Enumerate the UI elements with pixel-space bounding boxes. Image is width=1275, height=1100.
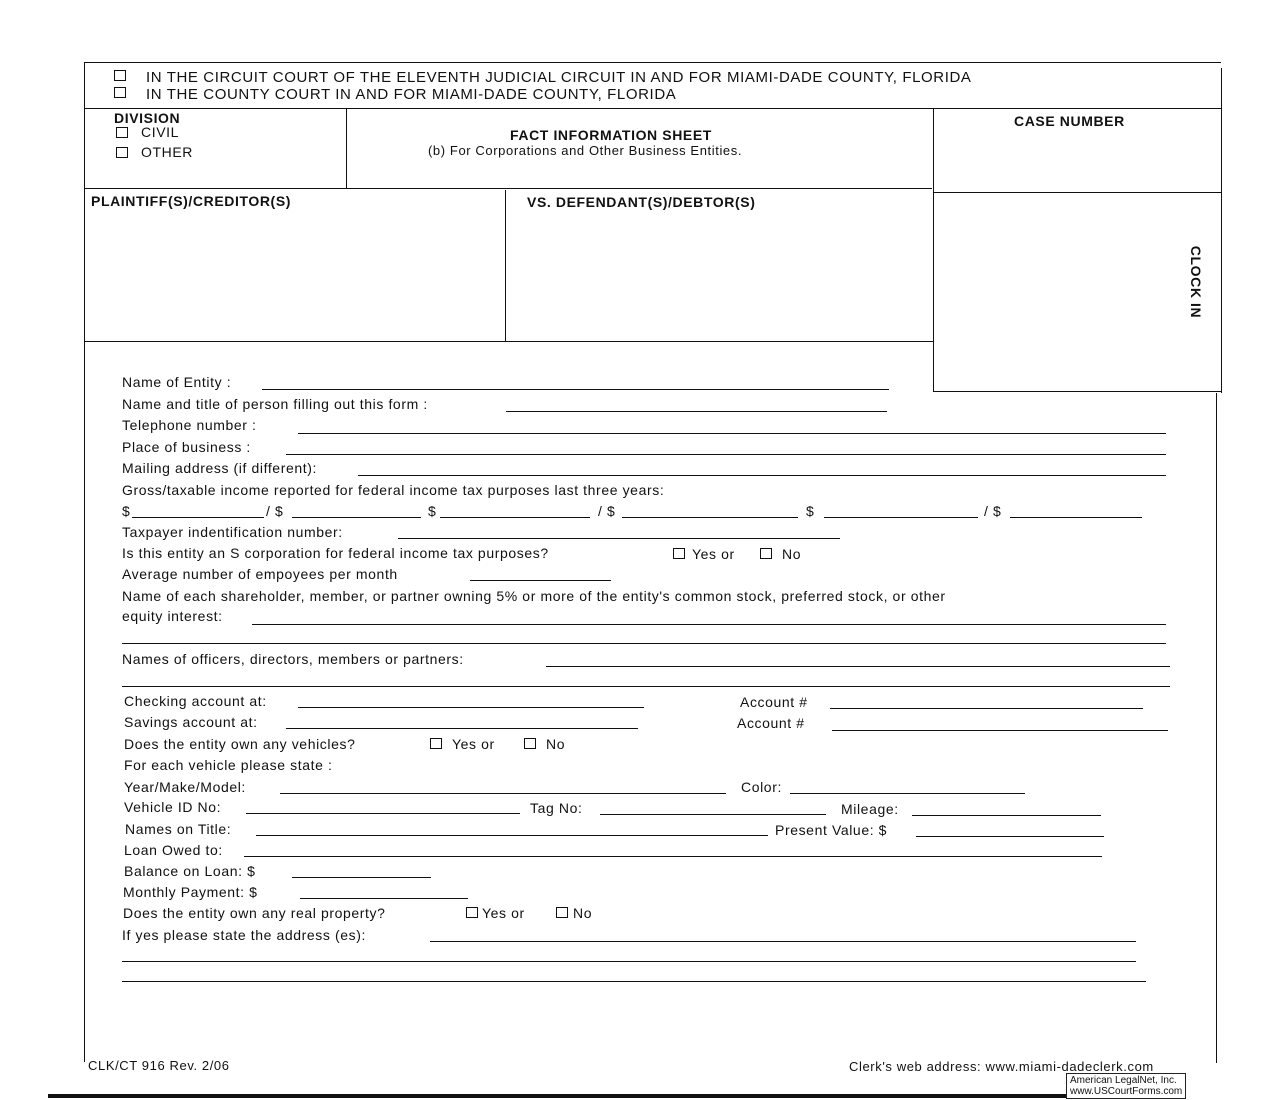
defendant-label: VS. DEFENDANT(S)/DEBTOR(S)	[527, 194, 756, 210]
loan-owed-label: Loan Owed to:	[124, 842, 223, 858]
present-value-label: Present Value: $	[775, 822, 888, 838]
stamp-line-1: American LegalNet, Inc.	[1070, 1075, 1177, 1086]
county-court-label: IN THE COUNTY COURT IN AND FOR MIAMI-DADE COUNTY, FLORIDA	[146, 86, 677, 103]
case-divider	[933, 108, 934, 391]
shareholders-label: Name of each shareholder, member, or partner owning 5% or more of the entity's common stock, preferred stock, or other	[122, 588, 946, 604]
place-of-business-line[interactable]	[286, 454, 1166, 455]
form-title: FACT INFORMATION SHEET	[510, 127, 712, 143]
checking-label: Checking account at:	[124, 693, 267, 709]
telephone-line[interactable]	[298, 433, 1166, 434]
civil-label: CIVIL	[141, 124, 180, 140]
income-dollar-1: $	[122, 503, 131, 519]
balance-on-loan-line[interactable]	[292, 877, 431, 878]
s-corp-yes-checkbox[interactable]	[673, 548, 685, 559]
case-number-label: CASE NUMBER	[1014, 113, 1125, 129]
frame-right-top	[1221, 68, 1222, 393]
parties-divider	[505, 190, 506, 342]
own-vehicles-label: Does the entity own any vehicles?	[124, 736, 356, 752]
income-dollar-3: $	[806, 503, 815, 519]
vehicles-yes-checkbox[interactable]	[430, 738, 442, 749]
s-corp-no-checkbox[interactable]	[760, 548, 772, 559]
vehicles-yes-label: Yes or	[452, 736, 495, 752]
property-yes-checkbox[interactable]	[466, 907, 478, 918]
real-property-label: Does the entity own any real property?	[123, 905, 386, 921]
income-line-1b[interactable]	[292, 517, 421, 518]
property-no-label: No	[573, 905, 593, 921]
county-court-checkbox[interactable]	[114, 87, 126, 98]
each-vehicle-label: For each vehicle please state :	[124, 757, 333, 773]
present-value-line[interactable]	[916, 836, 1104, 837]
telephone-label: Telephone number :	[122, 417, 257, 433]
savings-account-label: Account #	[737, 715, 805, 731]
address-line-1[interactable]	[430, 941, 1136, 942]
frame-left	[84, 190, 85, 1062]
property-no-checkbox[interactable]	[556, 907, 568, 918]
mailing-address-line[interactable]	[358, 475, 1166, 476]
stamp-line-2: www.USCourtForms.com	[1070, 1086, 1183, 1097]
mailing-address-label: Mailing address (if different):	[122, 460, 317, 476]
income-line-2a[interactable]	[440, 517, 590, 518]
person-filling-line[interactable]	[506, 411, 887, 412]
tag-no-line[interactable]	[600, 814, 826, 815]
circuit-court-checkbox[interactable]	[114, 70, 126, 81]
gross-income-label: Gross/taxable income reported for federal income tax purposes last three years:	[122, 482, 665, 498]
other-label: OTHER	[141, 144, 193, 160]
shareholders-extra-line[interactable]	[122, 643, 1166, 644]
balance-on-loan-label: Balance on Loan: $	[124, 863, 256, 879]
monthly-payment-label: Monthly Payment: $	[123, 884, 258, 900]
tag-no-label: Tag No:	[530, 800, 583, 816]
income-dollar-2: $	[428, 503, 437, 519]
income-slash-3: / $	[984, 503, 1002, 519]
legalnet-stamp	[1066, 1073, 1186, 1099]
year-make-model-line[interactable]	[280, 793, 726, 794]
mileage-line[interactable]	[912, 815, 1101, 816]
other-checkbox[interactable]	[116, 147, 128, 158]
plaintiff-label: PLAINTIFF(S)/CREDITOR(S)	[91, 193, 292, 209]
savings-label: Savings account at:	[124, 714, 258, 730]
frame-right	[1216, 393, 1217, 1063]
income-slash-2: / $	[598, 503, 616, 519]
names-on-title-label: Names on Title:	[125, 821, 232, 837]
clerk-web-address: Clerk's web address: www.miami-dadeclerk.com	[849, 1059, 1154, 1074]
frame-left-top	[84, 62, 85, 190]
form-subtitle: (b) For Corporations and Other Business Entities.	[428, 143, 743, 158]
officers-line-2[interactable]	[122, 686, 1170, 687]
frame-top	[84, 62, 1221, 63]
equity-interest-label: equity interest:	[122, 608, 223, 624]
vehicle-id-label: Vehicle ID No:	[124, 799, 222, 815]
year-make-model-label: Year/Make/Model:	[124, 779, 246, 795]
division-bottom	[84, 188, 932, 189]
division-divider	[346, 108, 347, 188]
avg-employees-line[interactable]	[470, 580, 611, 581]
if-yes-address-label: If yes please state the address (es):	[122, 927, 366, 943]
address-line-2[interactable]	[122, 961, 1136, 962]
income-slash-1: / $	[266, 503, 284, 519]
checking-account-label: Account #	[740, 694, 808, 710]
s-corp-yes-label: Yes or	[692, 546, 735, 562]
entity-name-line[interactable]	[262, 389, 889, 390]
s-corp-no-label: No	[782, 546, 802, 562]
civil-checkbox[interactable]	[116, 127, 128, 138]
color-label: Color:	[741, 779, 782, 795]
entity-name-label: Name of Entity :	[122, 374, 232, 390]
vehicle-id-line[interactable]	[246, 813, 520, 814]
checking-line[interactable]	[298, 707, 644, 708]
checking-account-line[interactable]	[830, 708, 1143, 709]
vehicles-no-checkbox[interactable]	[524, 738, 536, 749]
clock-in-label: CLOCK IN	[1188, 245, 1205, 319]
avg-employees-label: Average number of empoyees per month	[122, 566, 398, 582]
income-line-2b[interactable]	[622, 517, 798, 518]
income-line-3b[interactable]	[1010, 517, 1142, 518]
address-line-3[interactable]	[122, 981, 1146, 982]
taxpayer-id-line[interactable]	[398, 538, 840, 539]
property-yes-label: Yes or	[482, 905, 525, 921]
circuit-court-label: IN THE CIRCUIT COURT OF THE ELEVENTH JUDICIAL CIRCUIT IN AND FOR MIAMI-DADE COUNTY, FLORIDA	[146, 69, 972, 86]
savings-account-line[interactable]	[832, 730, 1168, 731]
case-box-bottom	[933, 192, 1221, 193]
income-line-3a[interactable]	[824, 517, 978, 518]
person-filling-label: Name and title of person filling out this form :	[122, 396, 428, 412]
loan-owed-line[interactable]	[244, 856, 1102, 857]
monthly-payment-line[interactable]	[300, 898, 468, 899]
names-on-title-line[interactable]	[256, 835, 768, 836]
taxpayer-id-label: Taxpayer indentification number:	[122, 524, 343, 540]
header-divider	[84, 108, 1221, 109]
clock-box-bottom	[933, 391, 1221, 392]
s-corp-label: Is this entity an S corporation for federal income tax purposes?	[122, 545, 549, 561]
form-number: CLK/CT 916 Rev. 2/06	[88, 1058, 230, 1073]
income-line-1a[interactable]	[132, 517, 264, 518]
officers-label: Names of officers, directors, members or partners:	[122, 651, 464, 667]
equity-interest-line[interactable]	[252, 624, 1166, 625]
division-label: DIVISION	[114, 110, 181, 126]
bottom-bar	[48, 1094, 1066, 1098]
place-of-business-label: Place of business :	[122, 439, 251, 455]
vehicles-no-label: No	[546, 736, 566, 752]
officers-line-1[interactable]	[546, 666, 1170, 667]
parties-bottom	[84, 341, 933, 342]
mileage-label: Mileage:	[841, 801, 899, 817]
savings-line[interactable]	[286, 728, 638, 729]
color-line[interactable]	[790, 793, 1025, 794]
